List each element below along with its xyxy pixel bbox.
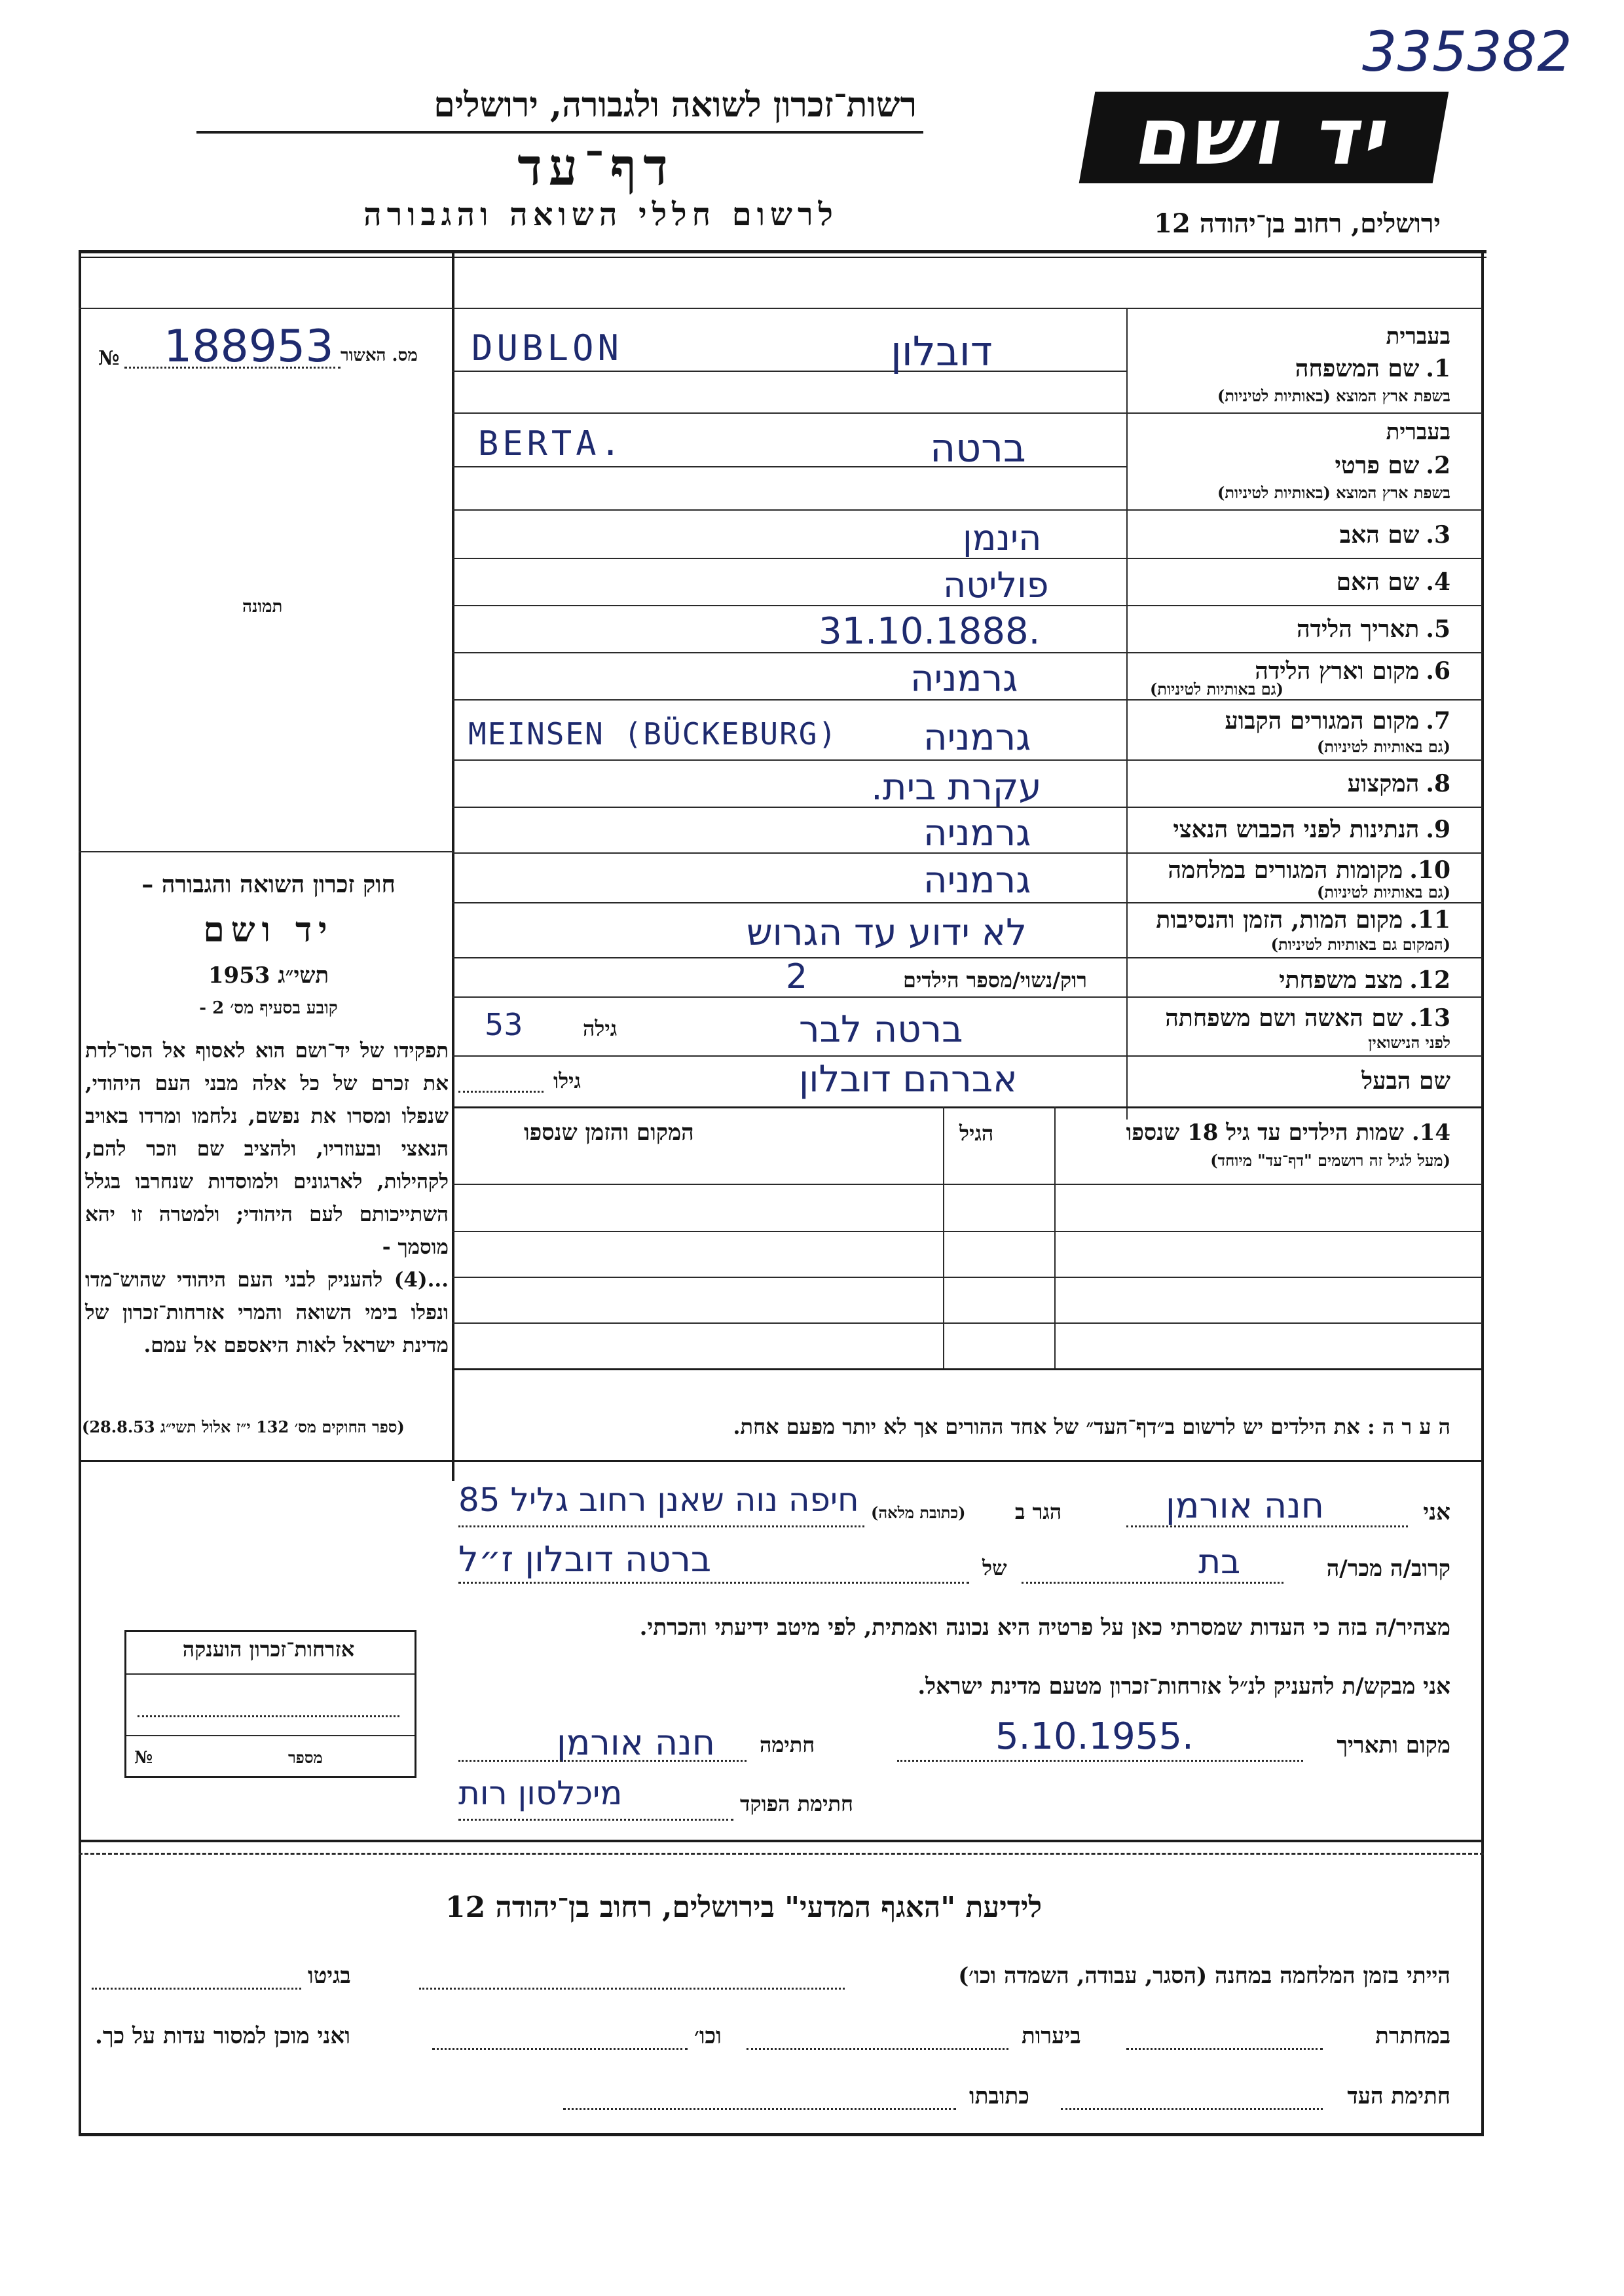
husband-age-dotline xyxy=(458,1091,544,1093)
children-table-sub: (מעל לגיל זה רושמים "דף־עד" מיוחד) xyxy=(1210,1151,1450,1170)
footer-title: לידיעת "האגף המדעי" בירושלים, רחוב בן־יהודה 12 xyxy=(445,1891,1043,1924)
signature-line xyxy=(458,1760,747,1762)
law-title: חוק זכרון השואה והגבורה – xyxy=(141,871,396,898)
f13-age-value: 53 xyxy=(485,1007,523,1042)
address-line xyxy=(458,1525,864,1527)
t14-row-2 xyxy=(452,1231,1483,1232)
t14-col-2 xyxy=(1054,1106,1056,1368)
official-signature-label: חתימת הפוקד xyxy=(740,1791,853,1816)
f9-value: גרמניה xyxy=(923,812,1031,854)
law-year: תשי״ג 1953 xyxy=(208,962,329,989)
f13-age-label: גילה xyxy=(583,1016,618,1041)
approval-label: מס. האשור xyxy=(341,346,418,365)
page-title: דף־עד xyxy=(517,137,674,197)
law-clause: קובע בסעיף מס׳ 2 - xyxy=(199,998,338,1018)
statement-1: מצהיר/ה בזה כי העדות שמסרתי כאן על פרטיה היא נכונה ואמתית, לפי מיטב ידיעתי והכרתי. xyxy=(639,1614,1450,1641)
date-line xyxy=(897,1760,1303,1762)
husband-value: אברהם דובלון xyxy=(799,1058,1018,1101)
date-value: 5.10.1955. xyxy=(995,1715,1194,1758)
place-date-label: מקום ותאריך xyxy=(1337,1732,1450,1758)
f4-value: פוליטה xyxy=(943,564,1049,606)
children-place-header: המקום והזמן שנספו xyxy=(524,1120,694,1146)
f1-hebrew-value: דובלון xyxy=(891,327,993,375)
footer-address-line xyxy=(563,2108,956,2110)
f4-label: 4.שם האם xyxy=(1336,568,1450,596)
f13-label: 13.שם האשה ושם משפחתה xyxy=(1165,1004,1450,1032)
f1-writing-line xyxy=(452,371,1126,372)
of-value: ברטה דובלון ז״ל xyxy=(458,1539,712,1580)
f7-latin-value: MEINSEN (BÜCKEBURG) xyxy=(468,716,838,752)
serial-number: 335382 xyxy=(1362,20,1572,84)
official-signature-line xyxy=(458,1819,733,1821)
f1-latin-value: DUBLON xyxy=(471,327,623,369)
law-name: יד ושם xyxy=(203,910,334,950)
relative-label: קרוב/ה מכר/ה xyxy=(1326,1556,1450,1582)
f11-value: לא ידוע עד הגרוש xyxy=(747,911,1027,954)
footer-camp-line xyxy=(419,1988,845,1990)
footer-underground-line xyxy=(1126,2048,1323,2050)
f11-sub: (המקום גם באותיות לטיניות) xyxy=(1270,935,1450,954)
frame-top-inner xyxy=(79,257,1486,258)
footer-dashed-line xyxy=(79,1853,1484,1855)
of-line xyxy=(458,1582,969,1584)
row-line-7 xyxy=(452,759,1483,761)
f9-num: 9. xyxy=(1426,816,1450,843)
f2-latin-value: BERTA. xyxy=(478,424,625,464)
law-reference: (ספר החוקים מס׳ 132 י״ז אלול תשי״ג 28.8.53) xyxy=(82,1417,405,1436)
left-panel-top-line xyxy=(79,308,453,309)
frame-top xyxy=(79,250,1486,253)
frame-bottom xyxy=(79,2133,1484,2136)
org-underline xyxy=(196,131,923,134)
law-paragraph-2: ...(4) להעניק לבני העם היהודי שהוש־מדו ונפלו בימי השואה והמרי אזרחות־זכרון של מדינת ישראל לאות היאספם אל עמם. xyxy=(85,1268,449,1357)
t14-row-4 xyxy=(452,1322,1483,1324)
f8-label: 8.המקצוע xyxy=(1347,770,1450,797)
f6-num: 6. xyxy=(1426,657,1450,685)
f3-num: 3. xyxy=(1426,521,1450,549)
footer-etc-label: וכו׳ xyxy=(694,2023,722,2049)
footer-top-line xyxy=(79,1840,1484,1842)
f11-label: 11.מקום המות, הזמן והנסיבות xyxy=(1156,906,1450,934)
f13-sub: לפני הנישואין xyxy=(1368,1033,1450,1052)
f9-label: 9.הנתינות לפני הכבוש הנאצי xyxy=(1173,816,1450,843)
children-remark: ה ע ר ה : את הילדים יש לרשום ב״דף־העד״ של אחד ההורים אך לא יותר מפעם אחת. xyxy=(733,1414,1450,1439)
f7-sub: (גם באותיות לטיניות) xyxy=(1316,737,1450,756)
photo-box-bottom xyxy=(79,851,453,852)
f3-value: הינמן xyxy=(963,517,1042,558)
footer-underground-label: במחתרת xyxy=(1375,2023,1450,2049)
t14-col-1 xyxy=(943,1106,944,1368)
law-paragraph-1: תפקידו של יד־ושם הוא לאסוף אל הסו־לדת את זכרם של כל אלה מבני העם היהודי, שנפלו ומסרו את נפשם, נלחמו ומרדו באויב הנאצי ובעוזריו, ולהציב שם וזכר להם, לקהילות, לארגונים ולמוסדות שנחרבו בגלל השתייכותם לעם היהודי; ולמטרה זו יהא מוסמך - xyxy=(85,1039,449,1259)
relation-value: בת xyxy=(1198,1542,1241,1582)
row-line-12 xyxy=(452,996,1483,998)
footer-witness-signature-label: חתימת העד xyxy=(1347,2083,1450,2109)
memorial-box-dotline-1 xyxy=(138,1715,399,1717)
f5-num: 5. xyxy=(1426,615,1450,643)
declarant-i-label: אני xyxy=(1423,1499,1450,1525)
footer-witness-signature-line xyxy=(1061,2108,1323,2110)
row-line-1 xyxy=(452,412,1483,414)
husband-age-label: גילו xyxy=(553,1068,581,1093)
f5-label: 5.תאריך הלידה xyxy=(1296,615,1450,643)
t14-row-3 xyxy=(452,1277,1483,1278)
official-signature-value: מיכלסון רות xyxy=(458,1774,623,1812)
f1-label: 1.שם המשפחה xyxy=(1295,355,1450,382)
f10-label: 10.מקומות המגורים במלחמה xyxy=(1168,856,1450,884)
row-line-11 xyxy=(452,957,1483,958)
memorial-box-no-sign: № xyxy=(134,1748,153,1768)
f5-value: 31.10.1888. xyxy=(819,610,1041,653)
footer-address-label: כתובתו xyxy=(969,2083,1029,2109)
f2-label: 2.שם פרטי xyxy=(1335,452,1450,479)
f8-value: עקרת בית. xyxy=(871,766,1042,809)
f2-sub: בשפת ארץ המוצא (באותיות לטיניות) xyxy=(1217,483,1450,502)
f1-num: 1. xyxy=(1426,355,1450,382)
f12-num: 12. xyxy=(1409,966,1450,994)
f12-options: רוק/נשוי/מספר הילדים xyxy=(903,968,1087,993)
f4-num: 4. xyxy=(1426,568,1450,596)
photo-label: תמונה xyxy=(242,597,283,617)
f12-label: 12.מצב משפחתי xyxy=(1279,966,1450,994)
relation-line xyxy=(1022,1582,1283,1584)
f2-num: 2. xyxy=(1426,452,1450,479)
f10-sub: (גם באותיות לטיניות) xyxy=(1316,883,1450,902)
f12-value: 2 xyxy=(786,957,808,996)
f7-num: 7. xyxy=(1426,707,1450,735)
f6-sub: (גם באותיות לטיניות) xyxy=(1149,680,1283,699)
f6-label: 6.מקום וארץ הלידה xyxy=(1255,657,1450,685)
memorial-box-divider-2 xyxy=(126,1735,415,1736)
f2-in-hebrew: בעברית xyxy=(1386,419,1450,445)
statement-2: אני מבקש/ת להעניק לנ״ל אזרחות־זכרון מטעם מדינת ישראל. xyxy=(917,1673,1450,1700)
left-panel-separator xyxy=(452,250,454,1481)
yad-vashem-logo: יד ושם xyxy=(1079,92,1449,183)
f6-value: גרמניה xyxy=(910,657,1018,700)
footer-forests-line xyxy=(747,2048,1008,2050)
page-subtitle: לרשום חללי השואה והגבורה xyxy=(363,196,838,233)
declarant-name-line xyxy=(1126,1525,1408,1527)
footer-willing-text: ואני מוכן למסור עדות על כך. xyxy=(95,2023,350,2049)
approval-dotline xyxy=(124,367,341,369)
t14-row-1 xyxy=(452,1184,1483,1185)
signature-value: חנה אורמן xyxy=(557,1722,716,1763)
row-line-2 xyxy=(452,509,1483,511)
full-address-label: (כתובת מלאה) xyxy=(871,1503,966,1522)
f1-sub: בשפת ארץ המוצא (באותיות לטיניות) xyxy=(1217,386,1450,405)
row-line-14 xyxy=(452,1106,1483,1108)
address-value: חיפה נוה שאנן רחוב גליל 85 xyxy=(458,1481,859,1519)
approval-number: 188953 xyxy=(164,321,334,373)
f7-hebrew-value: גרמניה xyxy=(923,716,1031,759)
memorial-box-number-label: מספר xyxy=(288,1748,323,1767)
f13-num: 13. xyxy=(1409,1004,1450,1032)
memorial-box-divider xyxy=(126,1673,415,1675)
husband-label: שם הבעל xyxy=(1361,1067,1450,1095)
f10-value: גרמניה xyxy=(923,859,1031,902)
f11-num: 11. xyxy=(1409,906,1450,934)
footer-etc-line xyxy=(432,2048,688,2050)
footer-forests-label: ביערות xyxy=(1022,2023,1081,2049)
label-column-separator xyxy=(1126,308,1128,1120)
f1-in-hebrew: בעברית xyxy=(1386,323,1450,350)
number-sign: № xyxy=(98,347,120,370)
declarant-name: חנה אורמן xyxy=(1166,1485,1325,1526)
header-address: ירושלים, רחוב בן־יהודה 12 xyxy=(1154,208,1441,239)
children-age-header: הגיל xyxy=(959,1121,994,1146)
children-table-num: 14. xyxy=(1411,1120,1450,1146)
footer-ghetto-line xyxy=(92,1988,301,1990)
signature-label: חתימה xyxy=(760,1732,815,1757)
remark-bottom-line xyxy=(79,1460,1484,1462)
memorial-box-title: אזרחות־זכרון הוענקה xyxy=(182,1637,355,1662)
footer-line1-camp: הייתי בזמן המלחמה במחנה (הסגר, עבודה, השמדה וכו׳) xyxy=(958,1963,1450,1989)
children-table-label: 14. שמות הילדים עד גיל 18 שנספו xyxy=(1126,1120,1450,1146)
f3-label: 3.שם האב xyxy=(1339,521,1450,549)
fields-top-line xyxy=(452,308,1483,309)
row-line-10 xyxy=(452,902,1483,903)
row-line-13 xyxy=(452,1055,1483,1057)
footer-ghetto-label: בגיטו xyxy=(308,1963,351,1989)
residing-label: הגר ב xyxy=(1015,1499,1062,1524)
f2-hebrew-value: ברטה xyxy=(930,426,1026,471)
f13-value: ברטה לבר xyxy=(799,1008,963,1051)
of-label: של xyxy=(982,1556,1007,1580)
f10-num: 10. xyxy=(1409,856,1450,884)
f8-num: 8. xyxy=(1426,770,1450,797)
t14-bottom xyxy=(452,1368,1483,1370)
organization-name: רשות־זכרון לשואה ולגבורה, ירושלים xyxy=(434,85,917,125)
f7-label: 7.מקום המגורים הקבוע xyxy=(1225,707,1450,735)
